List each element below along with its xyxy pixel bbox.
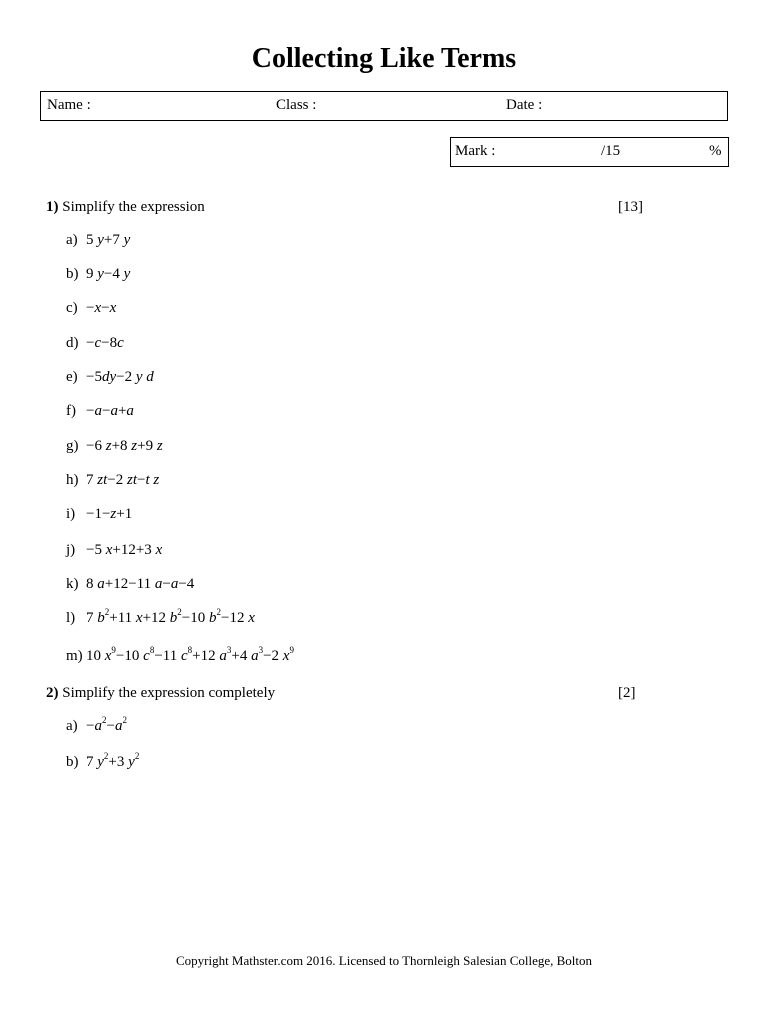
part-label: h) xyxy=(66,472,79,488)
part-expression: 7 $b^2+11$ x+12 $b^2-10$ $b^2-12$ x xyxy=(86,607,255,626)
question-1-part-9 xyxy=(66,504,132,524)
part-label: c) xyxy=(66,300,78,316)
question-1-text: Simplify the expression xyxy=(62,199,205,215)
class-label: Class : xyxy=(276,97,317,113)
part-label: e) xyxy=(66,369,78,385)
mark-total: /15 xyxy=(601,143,621,159)
question-1-part-13 xyxy=(66,646,294,666)
part-label: d) xyxy=(66,335,79,351)
part-label: a) xyxy=(66,718,78,734)
part-label: l) xyxy=(66,610,76,626)
question-1-heading xyxy=(46,198,205,216)
question-2-text: Simplify the expression completely xyxy=(62,685,276,701)
part-label: m) xyxy=(66,648,83,664)
part-label: a) xyxy=(66,232,78,248)
question-1-part-10 xyxy=(66,540,162,560)
date-label: Date : xyxy=(506,97,543,113)
part-expression: $-a^2-a^2$ xyxy=(86,715,127,734)
part-expression: 10 $x^9-10$ $c^8-11$ $c^8+12$ $a^3+4$ $a^3-2$ $x^9$ xyxy=(86,645,294,664)
part-label: b) xyxy=(66,266,79,282)
question-1-part-8 xyxy=(66,470,159,490)
part-expression: −5dy−2 y d xyxy=(86,369,154,385)
question-1-part-1 xyxy=(66,230,130,250)
part-expression: −c−8c xyxy=(86,335,124,351)
part-expression: 9 y−4 y xyxy=(86,266,131,282)
part-expression: 5 y+7 y xyxy=(86,232,131,248)
question-1-part-11 xyxy=(66,574,194,594)
mark-label: Mark : xyxy=(455,143,496,159)
part-expression: −a−a+a xyxy=(86,403,134,419)
question-1-marks: [13] xyxy=(618,199,643,215)
worksheet-title: Collecting Like Terms xyxy=(251,43,517,74)
mark-percent: % xyxy=(709,143,722,159)
name-label: Name : xyxy=(47,97,91,113)
part-expression: −x−x xyxy=(86,300,117,316)
question-2-heading xyxy=(46,684,275,702)
copyright-footer: Copyright Mathster.com 2016. Licensed to Thornleigh Salesian College, Bolton xyxy=(175,953,593,968)
part-label: g) xyxy=(66,438,79,454)
question-1-part-3 xyxy=(66,298,116,318)
question-1-number: 1) xyxy=(46,199,59,215)
part-label: j) xyxy=(66,542,76,558)
part-label: k) xyxy=(66,576,79,592)
question-1-part-5 xyxy=(66,367,154,387)
part-expression: 7 zt−2 zt−t z xyxy=(86,472,160,488)
part-label: f) xyxy=(66,403,76,419)
question-2-part-2 xyxy=(66,752,139,772)
question-1-part-2 xyxy=(66,264,130,284)
part-expression: −5 x+12+3 x xyxy=(86,542,163,558)
part-label: b) xyxy=(66,754,79,770)
student-info-box xyxy=(40,91,728,121)
part-expression: −1−z+1 xyxy=(86,506,133,522)
question-1-part-7 xyxy=(66,436,163,456)
part-expression: −6 z+8 z+9 z xyxy=(86,438,163,454)
question-2-marks: [2] xyxy=(618,685,636,701)
question-2-number: 2) xyxy=(46,685,59,701)
question-1-part-12 xyxy=(66,608,255,628)
part-label: i) xyxy=(66,506,76,522)
question-2-part-1 xyxy=(66,716,127,736)
question-1-part-4 xyxy=(66,333,124,353)
mark-box xyxy=(450,137,729,167)
part-expression: 8 a+12−11 a−a−4 xyxy=(86,576,195,592)
question-1-part-6 xyxy=(66,401,134,421)
part-expression: 7 $y^2+3$ $y^2$ xyxy=(86,751,140,770)
